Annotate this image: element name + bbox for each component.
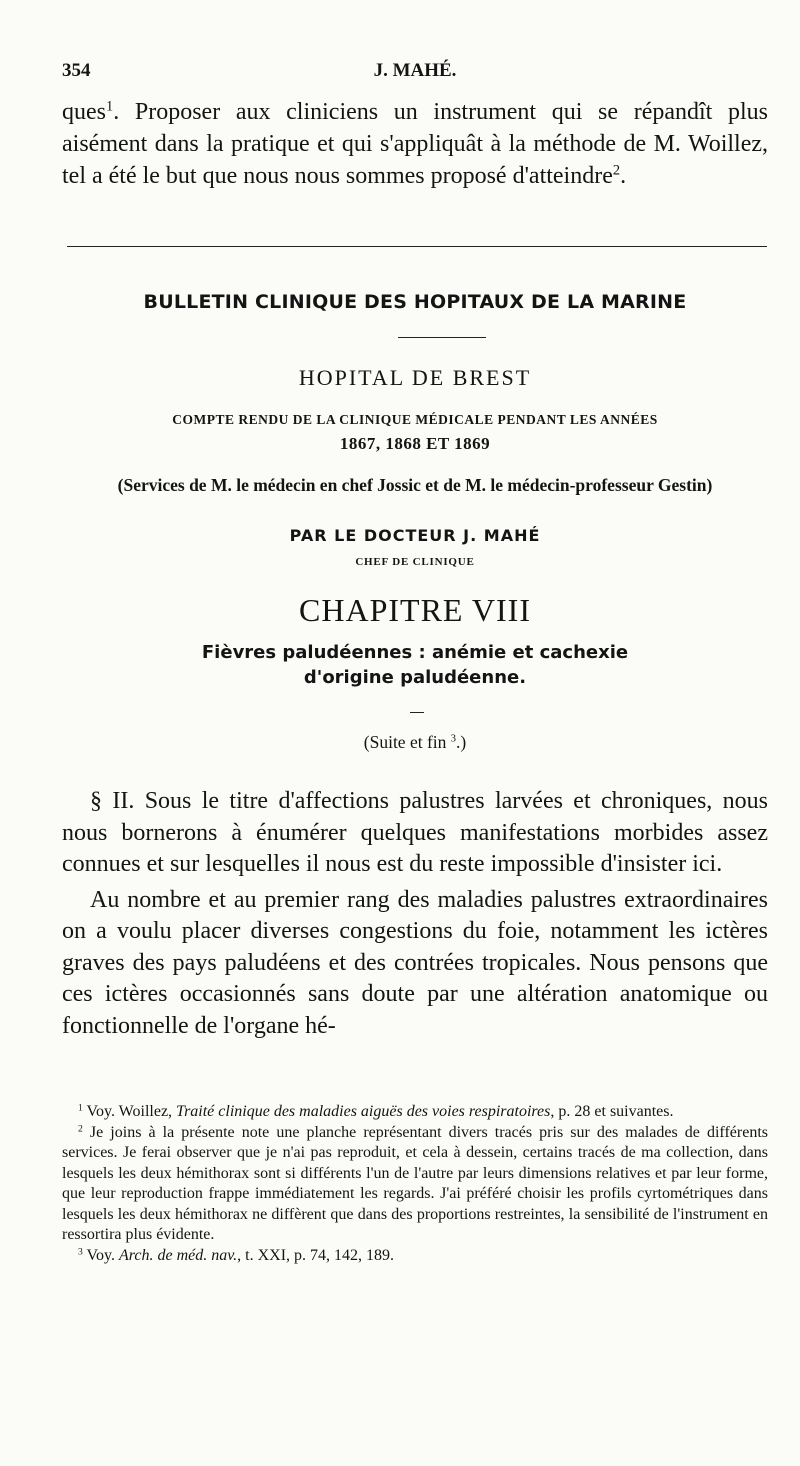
running-head: J. MAHÉ.	[373, 60, 457, 81]
footnote-1-mark: 1	[78, 1102, 83, 1114]
continuation-text-2: . Proposer aux cliniciens un instrument qui se répandît plus aisément dans la pratique et qui s'appliquât à la méthode de M. Woillez, tel a été le but que nous nous sommes proposé d'atteindre	[62, 99, 768, 189]
footnote-2	[62, 1123, 768, 1246]
title-divider	[398, 337, 486, 338]
suite-close: .)	[456, 732, 467, 752]
report-years: 1867, 1868 ET 1869	[339, 434, 491, 453]
suite-line	[62, 732, 768, 753]
footnote-3	[62, 1246, 768, 1267]
report-heading: COMPTE RENDU DE LA CLINIQUE MÉDICALE PENDANT LES ANNÉES	[172, 412, 658, 427]
hospital-heading: HOPITAL DE BREST	[298, 365, 532, 390]
footnote-3-pre: Voy.	[86, 1246, 119, 1264]
page-header	[62, 60, 768, 90]
footnote-3-post: , t. XXI, p. 74, 142, 189.	[237, 1246, 395, 1264]
suite-text: (Suite et fin	[363, 732, 447, 752]
section-title: BULLETIN CLINIQUE DES HOPITAUX DE LA MARINE	[143, 291, 687, 313]
footnote-2-mark: 2	[78, 1122, 83, 1134]
body-paragraph-2: Au nombre et au premier rang des maladies palustres extraordinaires on a voulu placer diverses congestions du foie, notamment les ictères graves des pays paludéens et des contrées tropicales. Nous pensons que ces ictères occasionnés sans doute par une altération anatomique ou fonctionnelle de l'organe hé-	[62, 886, 768, 1039]
footnote-1-post: , p. 28 et suivantes.	[550, 1103, 674, 1120]
continuation-text-3: .	[620, 163, 627, 189]
section-divider	[67, 246, 767, 247]
author-line: PAR LE DOCTEUR J. MAHÉ	[289, 526, 541, 545]
footnotes	[62, 1102, 768, 1266]
services-line: (Services de M. le médecin en chef Jossic et de M. le médecin-professeur Gestin)	[117, 475, 713, 495]
body-paragraph-1: § II. Sous le titre d'affections palustres larvées et chroniques, nous nous bornerons à énumérer quelques manifestations morbides assez connues et sur lesquelles il nous est du reste impossible d'insister ici.	[62, 788, 768, 877]
footnote-2-text: Je joins à la présente note une planche représentant divers tracés pris sur des malades de différents services. Je ferai observer que je n'ai pas reproduit, et cela à dessein, certains tracés de ma collection, dans lesquels les deux hémithorax sont si différents l'un de l'autre par leurs dimensions relatives et par leur forme, que leur reproduction frappe immédiatement les regards. J'ai préféré choisir les profils cyrtométriques dans lesquels les deux hémithorax ne diffèrent que dans des proportions restreintes, la sensibilité de l'instrument en ressortira plus évidente.	[62, 1123, 769, 1243]
footnote-ref-2[interactable]: 2	[612, 162, 621, 179]
footnote-3-title: Arch. de méd. nav.	[118, 1246, 238, 1264]
page-number: 354	[62, 60, 91, 81]
continuation-text-1: ques	[62, 99, 106, 125]
chapter-subtitle-line-1: Fièvres paludéennes : anémie et cachexie	[201, 642, 629, 663]
footnote-1-title: Traité clinique des maladies aiguës des voies respiratoires	[176, 1103, 551, 1120]
chapter-subtitle-line-2: d'origine paludéenne.	[303, 667, 527, 688]
body-text	[62, 786, 768, 1042]
chapter-title: CHAPITRE VIII	[299, 592, 531, 628]
chapter-dash	[410, 712, 424, 713]
footnote-ref-1[interactable]: 1	[106, 98, 114, 115]
footnote-ref-3[interactable]: 3	[450, 733, 457, 745]
footnote-1	[62, 1102, 768, 1123]
footnote-3-mark: 3	[78, 1245, 83, 1257]
continuation-paragraph	[62, 96, 768, 192]
chapter-subtitle	[62, 640, 768, 690]
footnote-1-pre: Voy. Woillez,	[86, 1103, 177, 1120]
author-role: CHEF DE CLINIQUE	[355, 556, 475, 568]
